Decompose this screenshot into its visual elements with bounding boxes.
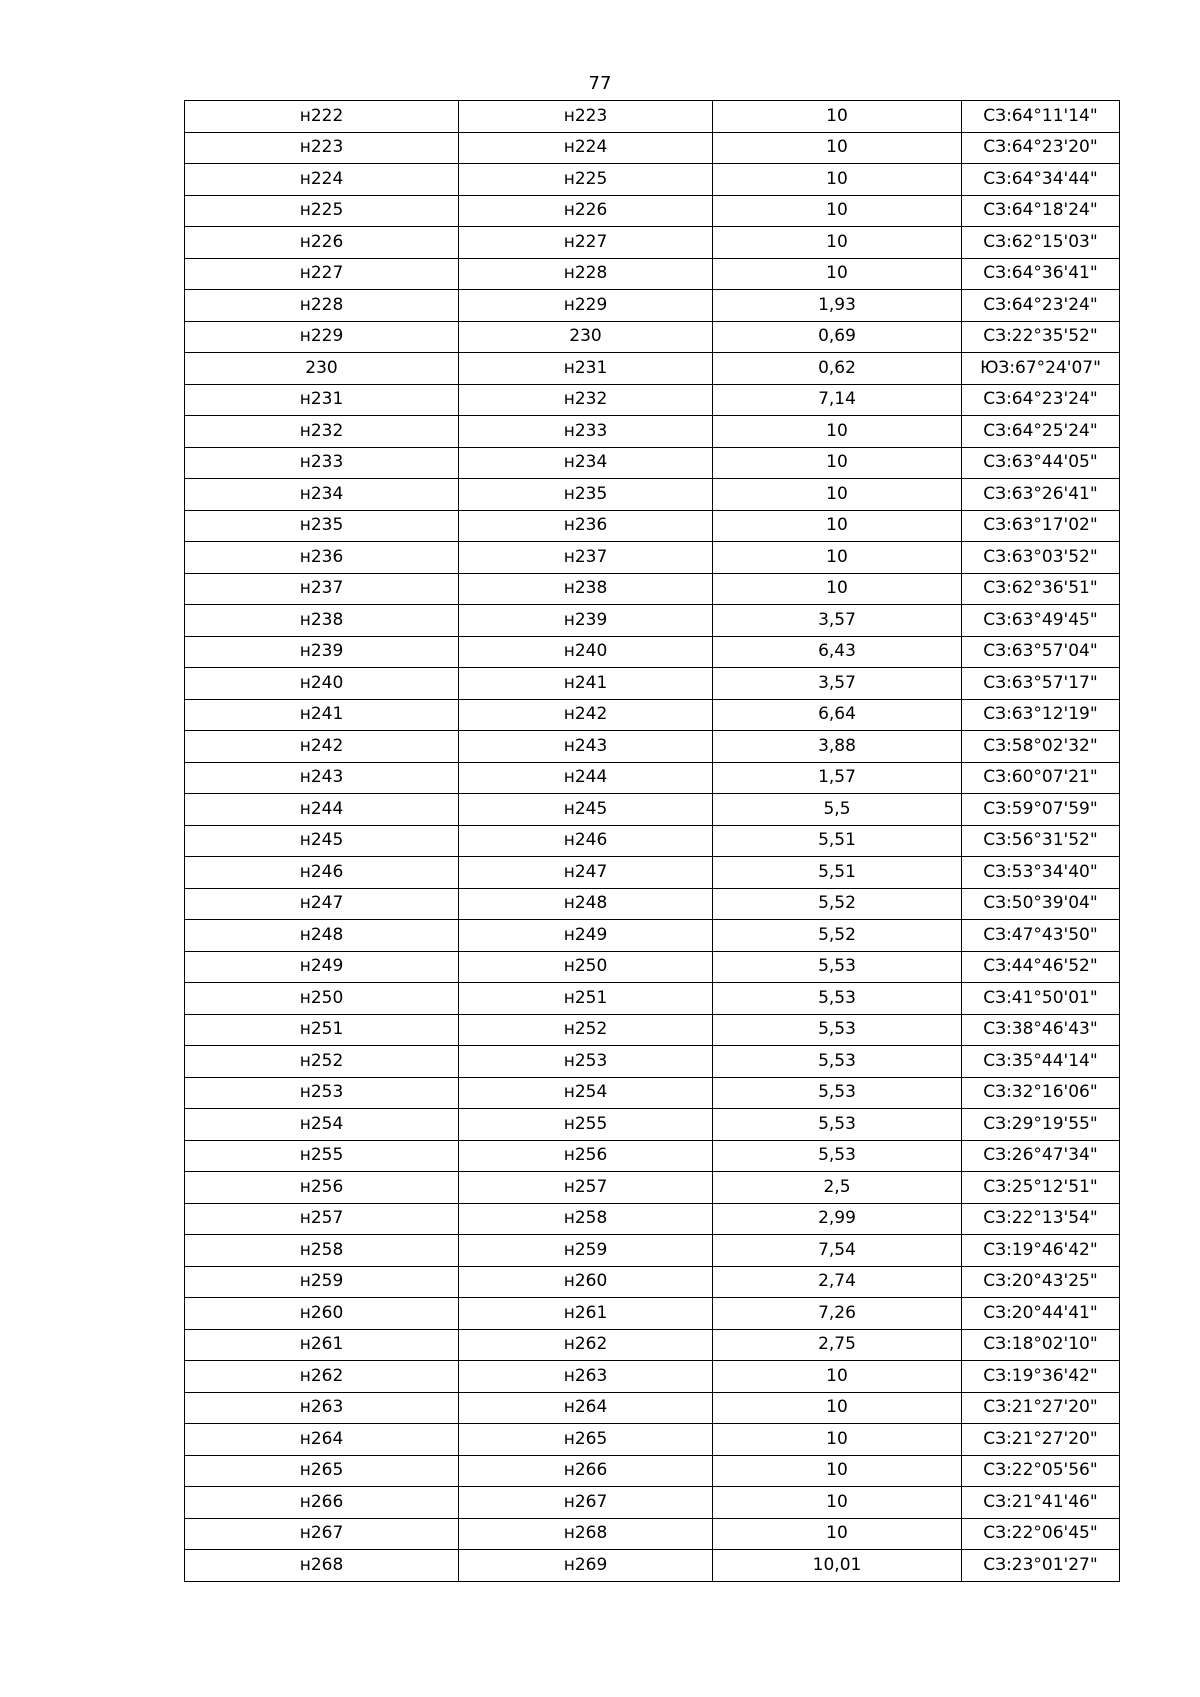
table-row — [185, 416, 1120, 448]
to-point-cell: н225 — [459, 164, 713, 196]
from-point-cell: н253 — [185, 1077, 459, 1109]
distance-cell: 2,75 — [713, 1329, 962, 1361]
to-point-cell: н261 — [459, 1298, 713, 1330]
table-row — [185, 258, 1120, 290]
distance-cell: 10,01 — [713, 1550, 962, 1582]
distance-cell: 10 — [713, 132, 962, 164]
to-point-cell: н262 — [459, 1329, 713, 1361]
table-row — [185, 1014, 1120, 1046]
bearing-cell: СЗ:63°57'17" — [962, 668, 1120, 700]
bearing-cell: СЗ:62°15'03" — [962, 227, 1120, 259]
bearing-cell: СЗ:63°26'41" — [962, 479, 1120, 511]
bearing-cell: СЗ:63°12'19" — [962, 699, 1120, 731]
bearing-cell: СЗ:41°50'01" — [962, 983, 1120, 1015]
table-row — [185, 794, 1120, 826]
table-row — [185, 920, 1120, 952]
from-point-cell: н266 — [185, 1487, 459, 1519]
to-point-cell: н253 — [459, 1046, 713, 1078]
bearing-cell: СЗ:60°07'21" — [962, 762, 1120, 794]
bearing-cell: СЗ:47°43'50" — [962, 920, 1120, 952]
table-row — [185, 1550, 1120, 1582]
from-point-cell: н249 — [185, 951, 459, 983]
bearing-cell: СЗ:64°23'24" — [962, 384, 1120, 416]
bearing-cell: СЗ:64°11'14" — [962, 101, 1120, 133]
table-row — [185, 1455, 1120, 1487]
table-row — [185, 1424, 1120, 1456]
distance-cell: 10 — [713, 479, 962, 511]
table-row — [185, 321, 1120, 353]
distance-cell: 10 — [713, 542, 962, 574]
bearing-cell: СЗ:21°41'46" — [962, 1487, 1120, 1519]
table-row — [185, 195, 1120, 227]
distance-cell: 2,99 — [713, 1203, 962, 1235]
bearing-cell: СЗ:35°44'14" — [962, 1046, 1120, 1078]
distance-cell: 5,52 — [713, 888, 962, 920]
distance-cell: 7,54 — [713, 1235, 962, 1267]
bearing-cell: СЗ:18°02'10" — [962, 1329, 1120, 1361]
distance-cell: 5,51 — [713, 857, 962, 889]
from-point-cell: н263 — [185, 1392, 459, 1424]
distance-cell: 0,69 — [713, 321, 962, 353]
distance-cell: 10 — [713, 1361, 962, 1393]
from-point-cell: н226 — [185, 227, 459, 259]
bearing-cell: СЗ:63°44'05" — [962, 447, 1120, 479]
distance-cell: 3,88 — [713, 731, 962, 763]
to-point-cell: н258 — [459, 1203, 713, 1235]
to-point-cell: н255 — [459, 1109, 713, 1141]
table-row — [185, 1140, 1120, 1172]
table-row — [185, 1392, 1120, 1424]
distance-cell: 5,53 — [713, 1046, 962, 1078]
from-point-cell: н240 — [185, 668, 459, 700]
bearing-cell: СЗ:64°25'24" — [962, 416, 1120, 448]
to-point-cell: н256 — [459, 1140, 713, 1172]
distance-cell: 7,26 — [713, 1298, 962, 1330]
page-number: 77 — [588, 73, 612, 94]
from-point-cell: н234 — [185, 479, 459, 511]
to-point-cell: н260 — [459, 1266, 713, 1298]
to-point-cell: н264 — [459, 1392, 713, 1424]
from-point-cell: н247 — [185, 888, 459, 920]
table-row — [185, 1266, 1120, 1298]
bearing-cell: СЗ:32°16'06" — [962, 1077, 1120, 1109]
to-point-cell: н242 — [459, 699, 713, 731]
to-point-cell: н268 — [459, 1518, 713, 1550]
from-point-cell: н261 — [185, 1329, 459, 1361]
distance-cell: 10 — [713, 227, 962, 259]
table-row — [185, 353, 1120, 385]
to-point-cell: н250 — [459, 951, 713, 983]
from-point-cell: н233 — [185, 447, 459, 479]
from-point-cell: н248 — [185, 920, 459, 952]
bearing-cell: СЗ:63°57'04" — [962, 636, 1120, 668]
bearing-cell: СЗ:63°17'02" — [962, 510, 1120, 542]
from-point-cell: н239 — [185, 636, 459, 668]
table-row — [185, 762, 1120, 794]
to-point-cell: н254 — [459, 1077, 713, 1109]
table-row — [185, 101, 1120, 133]
table-row — [185, 132, 1120, 164]
distance-cell: 10 — [713, 1518, 962, 1550]
distance-cell: 5,53 — [713, 951, 962, 983]
to-point-cell: н263 — [459, 1361, 713, 1393]
to-point-cell: н241 — [459, 668, 713, 700]
to-point-cell: 230 — [459, 321, 713, 353]
from-point-cell: н246 — [185, 857, 459, 889]
distance-cell: 10 — [713, 101, 962, 133]
distance-cell: 1,57 — [713, 762, 962, 794]
bearing-cell: ЮЗ:67°24'07" — [962, 353, 1120, 385]
distance-cell: 6,64 — [713, 699, 962, 731]
bearing-cell: СЗ:63°49'45" — [962, 605, 1120, 637]
table-row — [185, 1235, 1120, 1267]
distance-cell: 10 — [713, 195, 962, 227]
to-point-cell: н266 — [459, 1455, 713, 1487]
to-point-cell: н236 — [459, 510, 713, 542]
from-point-cell: н241 — [185, 699, 459, 731]
bearing-cell: СЗ:38°46'43" — [962, 1014, 1120, 1046]
table-row — [185, 1361, 1120, 1393]
distance-cell: 10 — [713, 447, 962, 479]
from-point-cell: н245 — [185, 825, 459, 857]
bearing-cell: СЗ:64°23'24" — [962, 290, 1120, 322]
table-row — [185, 1329, 1120, 1361]
to-point-cell: н234 — [459, 447, 713, 479]
table-row — [185, 636, 1120, 668]
to-point-cell: н239 — [459, 605, 713, 637]
distance-cell: 5,53 — [713, 1077, 962, 1109]
distance-cell: 5,51 — [713, 825, 962, 857]
distance-cell: 1,93 — [713, 290, 962, 322]
bearing-cell: СЗ:62°36'51" — [962, 573, 1120, 605]
from-point-cell: 230 — [185, 353, 459, 385]
from-point-cell: н250 — [185, 983, 459, 1015]
distance-cell: 5,53 — [713, 1140, 962, 1172]
from-point-cell: н262 — [185, 1361, 459, 1393]
from-point-cell: н228 — [185, 290, 459, 322]
table-row — [185, 447, 1120, 479]
boundary-segments-table — [184, 100, 1120, 1582]
distance-cell: 10 — [713, 1455, 962, 1487]
bearing-cell: СЗ:20°44'41" — [962, 1298, 1120, 1330]
table-body — [185, 101, 1120, 1582]
to-point-cell: н259 — [459, 1235, 713, 1267]
to-point-cell: н249 — [459, 920, 713, 952]
table-row — [185, 384, 1120, 416]
bearing-cell: СЗ:53°34'40" — [962, 857, 1120, 889]
distance-cell: 5,5 — [713, 794, 962, 826]
to-point-cell: н237 — [459, 542, 713, 574]
to-point-cell: н229 — [459, 290, 713, 322]
bearing-cell: СЗ:22°13'54" — [962, 1203, 1120, 1235]
table-row — [185, 605, 1120, 637]
distance-cell: 5,53 — [713, 983, 962, 1015]
distance-cell: 10 — [713, 1392, 962, 1424]
from-point-cell: н255 — [185, 1140, 459, 1172]
bearing-cell: СЗ:19°46'42" — [962, 1235, 1120, 1267]
table-row — [185, 888, 1120, 920]
distance-cell: 7,14 — [713, 384, 962, 416]
distance-cell: 3,57 — [713, 668, 962, 700]
from-point-cell: н257 — [185, 1203, 459, 1235]
table-row — [185, 951, 1120, 983]
from-point-cell: н268 — [185, 1550, 459, 1582]
bearing-cell: СЗ:20°43'25" — [962, 1266, 1120, 1298]
bearing-cell: СЗ:25°12'51" — [962, 1172, 1120, 1204]
to-point-cell: н226 — [459, 195, 713, 227]
table-row — [185, 510, 1120, 542]
to-point-cell: н227 — [459, 227, 713, 259]
table-row — [185, 983, 1120, 1015]
table-row — [185, 1046, 1120, 1078]
boundary-table-container — [184, 100, 1120, 1582]
to-point-cell: н248 — [459, 888, 713, 920]
bearing-cell: СЗ:63°03'52" — [962, 542, 1120, 574]
from-point-cell: н222 — [185, 101, 459, 133]
to-point-cell: н269 — [459, 1550, 713, 1582]
table-row — [185, 1298, 1120, 1330]
from-point-cell: н259 — [185, 1266, 459, 1298]
distance-cell: 0,62 — [713, 353, 962, 385]
bearing-cell: СЗ:50°39'04" — [962, 888, 1120, 920]
table-row — [185, 290, 1120, 322]
to-point-cell: н246 — [459, 825, 713, 857]
to-point-cell: н267 — [459, 1487, 713, 1519]
table-row — [185, 731, 1120, 763]
from-point-cell: н256 — [185, 1172, 459, 1204]
from-point-cell: н232 — [185, 416, 459, 448]
bearing-cell: СЗ:56°31'52" — [962, 825, 1120, 857]
from-point-cell: н265 — [185, 1455, 459, 1487]
bearing-cell: СЗ:64°34'44" — [962, 164, 1120, 196]
to-point-cell: н238 — [459, 573, 713, 605]
to-point-cell: н223 — [459, 101, 713, 133]
from-point-cell: н225 — [185, 195, 459, 227]
from-point-cell: н260 — [185, 1298, 459, 1330]
table-row — [185, 479, 1120, 511]
distance-cell: 10 — [713, 1487, 962, 1519]
from-point-cell: н244 — [185, 794, 459, 826]
bearing-cell: СЗ:58°02'32" — [962, 731, 1120, 763]
from-point-cell: н238 — [185, 605, 459, 637]
table-row — [185, 573, 1120, 605]
distance-cell: 10 — [713, 510, 962, 542]
distance-cell: 10 — [713, 164, 962, 196]
table-row — [185, 1518, 1120, 1550]
to-point-cell: н231 — [459, 353, 713, 385]
bearing-cell: СЗ:59°07'59" — [962, 794, 1120, 826]
distance-cell: 3,57 — [713, 605, 962, 637]
bearing-cell: СЗ:29°19'55" — [962, 1109, 1120, 1141]
to-point-cell: н244 — [459, 762, 713, 794]
from-point-cell: н235 — [185, 510, 459, 542]
table-row — [185, 1109, 1120, 1141]
bearing-cell: СЗ:64°18'24" — [962, 195, 1120, 227]
from-point-cell: н252 — [185, 1046, 459, 1078]
from-point-cell: н267 — [185, 1518, 459, 1550]
to-point-cell: н224 — [459, 132, 713, 164]
to-point-cell: н233 — [459, 416, 713, 448]
from-point-cell: н231 — [185, 384, 459, 416]
from-point-cell: н229 — [185, 321, 459, 353]
from-point-cell: н224 — [185, 164, 459, 196]
to-point-cell: н232 — [459, 384, 713, 416]
table-row — [185, 227, 1120, 259]
bearing-cell: СЗ:22°35'52" — [962, 321, 1120, 353]
bearing-cell: СЗ:23°01'27" — [962, 1550, 1120, 1582]
from-point-cell: н236 — [185, 542, 459, 574]
bearing-cell: СЗ:44°46'52" — [962, 951, 1120, 983]
bearing-cell: СЗ:26°47'34" — [962, 1140, 1120, 1172]
table-row — [185, 542, 1120, 574]
distance-cell: 10 — [713, 416, 962, 448]
to-point-cell: н247 — [459, 857, 713, 889]
to-point-cell: н235 — [459, 479, 713, 511]
from-point-cell: н237 — [185, 573, 459, 605]
table-row — [185, 857, 1120, 889]
distance-cell: 10 — [713, 1424, 962, 1456]
to-point-cell: н245 — [459, 794, 713, 826]
distance-cell: 5,52 — [713, 920, 962, 952]
to-point-cell: н228 — [459, 258, 713, 290]
from-point-cell: н243 — [185, 762, 459, 794]
from-point-cell: н242 — [185, 731, 459, 763]
distance-cell: 5,53 — [713, 1014, 962, 1046]
distance-cell: 10 — [713, 258, 962, 290]
distance-cell: 2,5 — [713, 1172, 962, 1204]
bearing-cell: СЗ:19°36'42" — [962, 1361, 1120, 1393]
bearing-cell: СЗ:21°27'20" — [962, 1424, 1120, 1456]
table-row — [185, 164, 1120, 196]
to-point-cell: н265 — [459, 1424, 713, 1456]
from-point-cell: н227 — [185, 258, 459, 290]
from-point-cell: н258 — [185, 1235, 459, 1267]
table-row — [185, 668, 1120, 700]
table-row — [185, 1172, 1120, 1204]
distance-cell: 2,74 — [713, 1266, 962, 1298]
bearing-cell: СЗ:64°36'41" — [962, 258, 1120, 290]
bearing-cell: СЗ:21°27'20" — [962, 1392, 1120, 1424]
bearing-cell: СЗ:64°23'20" — [962, 132, 1120, 164]
distance-cell: 5,53 — [713, 1109, 962, 1141]
to-point-cell: н251 — [459, 983, 713, 1015]
table-row — [185, 1203, 1120, 1235]
table-row — [185, 1487, 1120, 1519]
from-point-cell: н254 — [185, 1109, 459, 1141]
table-row — [185, 825, 1120, 857]
to-point-cell: н257 — [459, 1172, 713, 1204]
from-point-cell: н264 — [185, 1424, 459, 1456]
distance-cell: 10 — [713, 573, 962, 605]
from-point-cell: н251 — [185, 1014, 459, 1046]
bearing-cell: СЗ:22°05'56" — [962, 1455, 1120, 1487]
table-row — [185, 699, 1120, 731]
from-point-cell: н223 — [185, 132, 459, 164]
to-point-cell: н252 — [459, 1014, 713, 1046]
table-row — [185, 1077, 1120, 1109]
distance-cell: 6,43 — [713, 636, 962, 668]
to-point-cell: н240 — [459, 636, 713, 668]
bearing-cell: СЗ:22°06'45" — [962, 1518, 1120, 1550]
to-point-cell: н243 — [459, 731, 713, 763]
